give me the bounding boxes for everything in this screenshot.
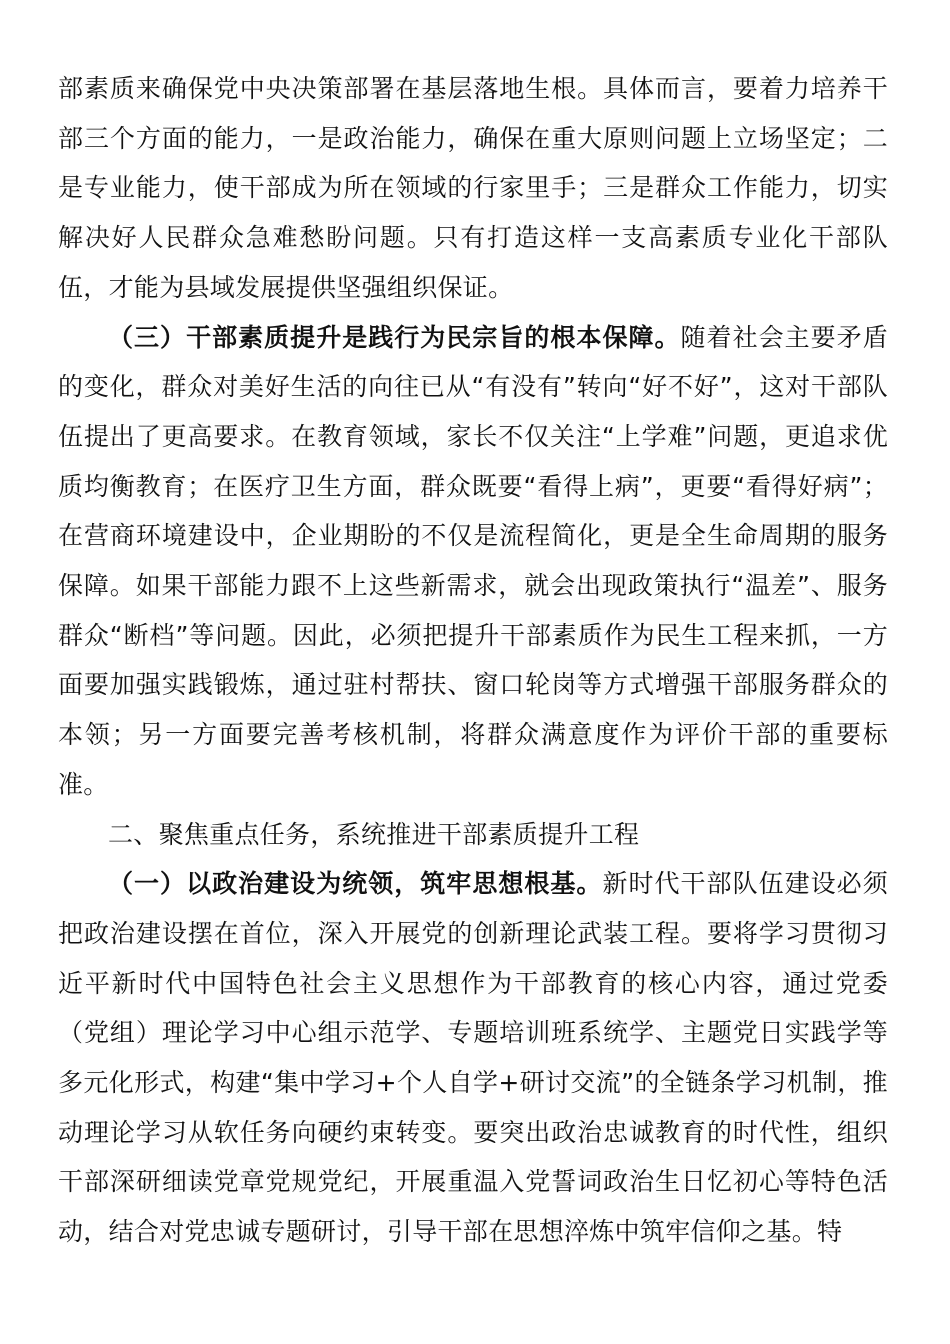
section-heading: 二、聚焦重点任务，系统推进干部素质提升工程 xyxy=(108,819,640,849)
document-page xyxy=(58,64,888,1257)
paragraph-people-oriented xyxy=(58,313,888,810)
paragraph-lead-heading: （三）干部素质提升是践行为民宗旨的根本保障。 xyxy=(108,322,681,352)
paragraph-political-building xyxy=(58,859,888,1257)
paragraph-lead-heading: （一）以政治建设为统领，筑牢思想根基。 xyxy=(108,869,603,899)
paragraph-continuation: 部素质来确保党中央决策部署在基层落地生根。具体而言，要着力培养干部三个方面的能力，一是政治能力，确保在重大原则问题上立场坚定；二是专业能力，使干部成为所在领域的行家里手；三是群众工作能力，切实解决好人民群众急难愁盼问题。只有打造这样一支高素质专业化干部队伍，才能为县域发展提供坚强组织保证。 xyxy=(58,74,888,302)
paragraph-body: 随着社会主要矛盾的变化，群众对美好生活的向往已从“有没有”转向“好不好”，这对干部队伍提出了更高要求。在教育领域，家长不仅关注“上学难”问题，更追求优质均衡教育；在医疗卫生方面，群众既要“看得上病”，更要“看得好病”；在营商环境建设中，企业期盼的不仅是流程简化，更是全生命周期的服务保障。如果干部能力跟不上这些新需求，就会出现政策执行“温差”、服务群众“断档”等问题。因此，必须把提升干部素质作为民生工程来抓，一方面要加强实践锻炼，通过驻村帮扶、窗口轮岗等方式增强干部服务群众的本领；另一方面要完善考核机制，将群众满意度作为评价干部的重要标准。 xyxy=(58,322,888,799)
paragraph-body: 新时代干部队伍建设必须把政治建设摆在首位，深入开展党的创新理论武装工程。要将学习贯彻习近平新时代中国特色社会主义思想作为干部教育的核心内容，通过党委（党组）理论学习中心组示范学、专题培训班系统学、主题党日实践学等多元化形式，构建“集中学习+个人自学+研讨交流”的全链条学习机制，推动理论学习从软任务向硬约束转变。要突出政治忠诚教育的时代性，组织干部深研细读党章党规党纪，开展重温入党誓词政治生日忆初心等特色活动，结合对党忠诚专题研讨，引导干部在思想淬炼中筑牢信仰之基。特 xyxy=(58,869,888,1247)
